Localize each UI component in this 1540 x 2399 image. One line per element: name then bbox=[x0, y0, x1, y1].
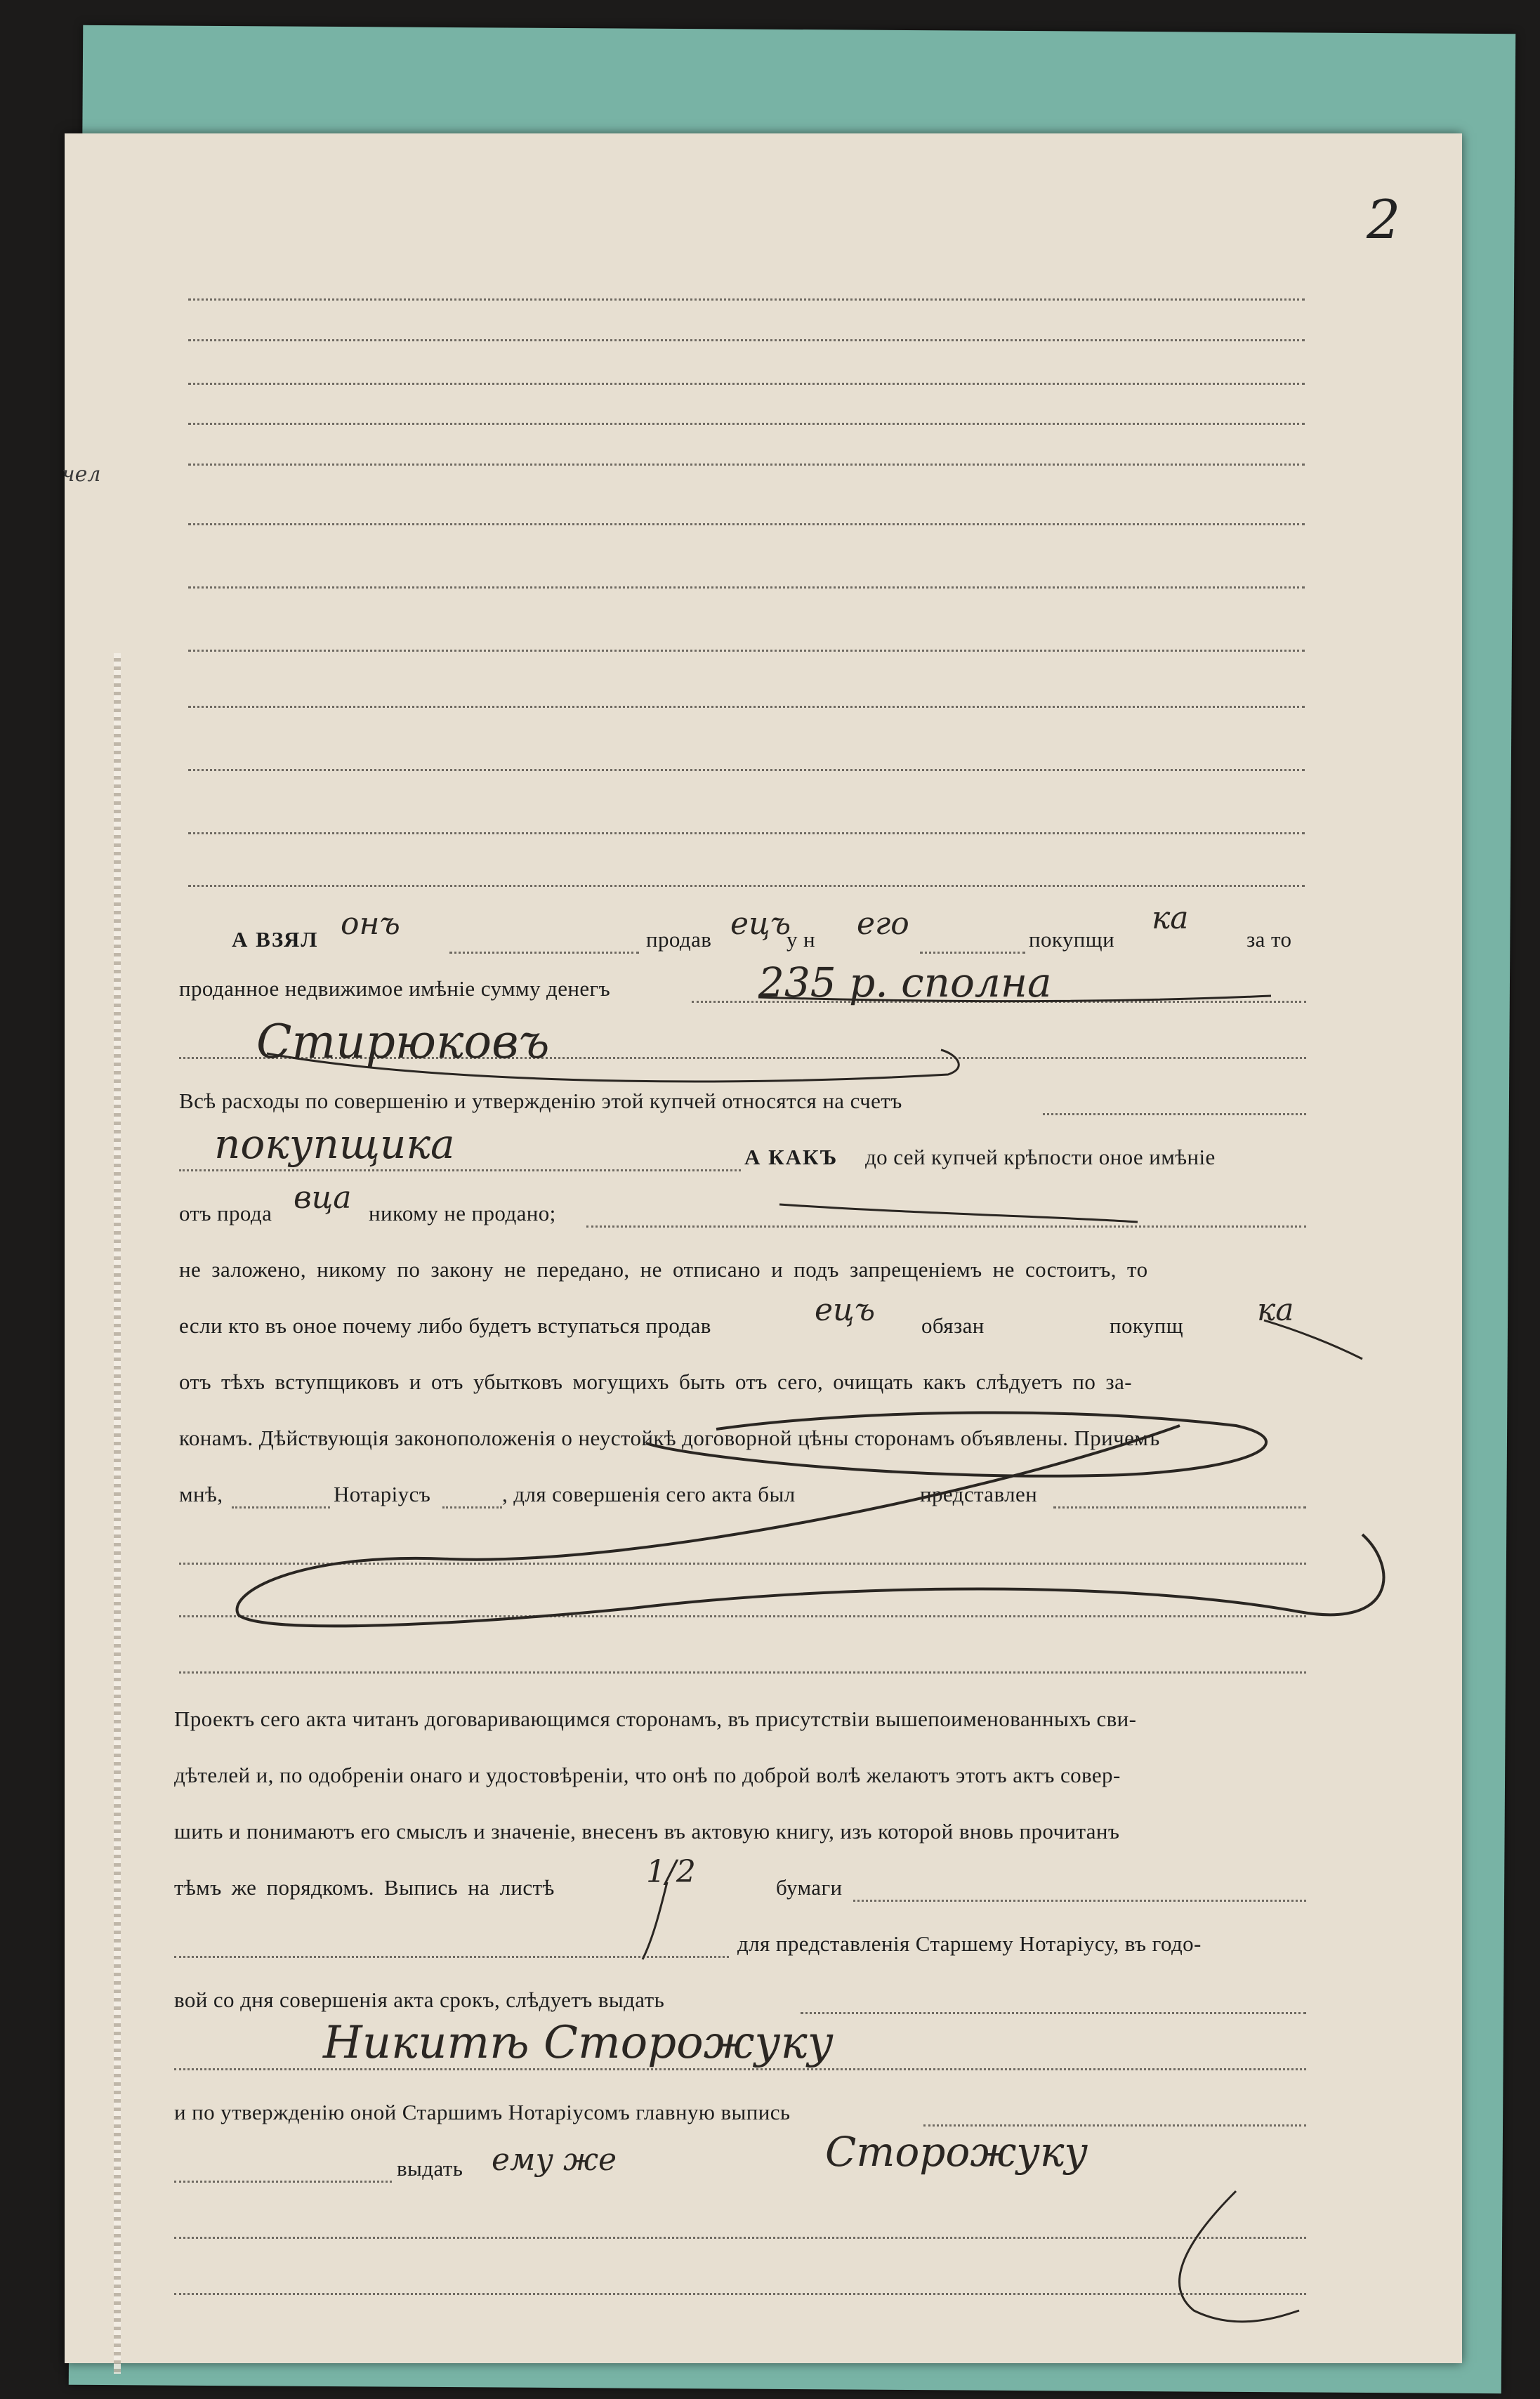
handwritten-pokupsch2: ка bbox=[1257, 1292, 1294, 1328]
handwritten-sum: 235 р. сполна bbox=[758, 959, 1052, 1006]
sum-tail-stroke bbox=[758, 996, 1271, 1001]
cancel-flourish bbox=[237, 1412, 1384, 1626]
handwritten-vydat-a: ему же bbox=[492, 2142, 617, 2178]
text-line-13: шить и понимаютъ его смыслъ и значеніе, внесенъ въ актовую книгу, изъ которой вновь прочитанъ bbox=[174, 1819, 1120, 1843]
handwritten-pokupsch-suffix: ка bbox=[1152, 900, 1189, 936]
text-line-7: если кто въ оное почему либо будетъ вступаться продав bbox=[179, 1313, 711, 1338]
list-hook-stroke bbox=[643, 1882, 667, 1959]
a-kak-text: до сей купчей крѣпости оное имѣніе bbox=[865, 1145, 1216, 1169]
text-line-17: и по утвержденію оной Старшимъ Нотаріусомъ главную выпись bbox=[174, 2100, 791, 2124]
prodano-strike-stroke bbox=[779, 1204, 1138, 1222]
notarius-label: Нотаріусъ bbox=[334, 1482, 431, 1506]
nikomu-label: никому не продано; bbox=[369, 1201, 556, 1225]
margin-note: чел bbox=[62, 462, 101, 487]
handwritten-on: онъ bbox=[341, 906, 400, 942]
za-to-label: за то bbox=[1246, 927, 1292, 952]
vydat-label: выдать bbox=[397, 2156, 463, 2181]
handwritten-prodav2: ецъ bbox=[815, 1292, 876, 1328]
obyazan-label: обязан bbox=[921, 1313, 985, 1338]
pokupsch-label: покупщ bbox=[1110, 1313, 1184, 1338]
text-line-6: не заложено, никому по закону не передано, не отписано и подъ запрещеніемъ не состоитъ, то bbox=[179, 1257, 1148, 1282]
mne-label: мнѣ, bbox=[179, 1482, 223, 1506]
handwritten-recipient: Никитѣ Сторожуку bbox=[323, 2017, 834, 2069]
name-swash-stroke bbox=[267, 1050, 959, 1082]
handwritten-list: 1/2 bbox=[646, 1854, 696, 1890]
handwritten-proda: вца bbox=[294, 1180, 352, 1216]
final-hook-stroke bbox=[1180, 2191, 1299, 2322]
sum-label: проданное недвижимое имѣніе сумму денегъ bbox=[179, 976, 611, 1001]
handwritten-sum-continued: Стирюковъ bbox=[256, 1015, 550, 1069]
pokupsch-tail-stroke bbox=[1264, 1320, 1362, 1359]
a-vzyal-label: А ВЗЯЛ bbox=[232, 927, 319, 952]
text-line-11: Проектъ сего акта читанъ договаривающимся сторонамъ, въ присутствіи вышепоименованныхъ сви- bbox=[174, 1707, 1137, 1731]
page-number: 2 bbox=[1367, 188, 1401, 251]
handwritten-u-n-suffix: его bbox=[857, 906, 909, 942]
act-text: , для совершенія сего акта был bbox=[502, 1482, 796, 1506]
expenses-text: Всѣ расходы по совершенію и утвержденію этой купчей относятся на счетъ bbox=[179, 1089, 902, 1113]
predstavlen-label: представлен bbox=[920, 1482, 1038, 1506]
handwritten-prodav-suffix: ецъ bbox=[730, 906, 791, 942]
bumagi-label: бумаги bbox=[776, 1875, 843, 1900]
handwritten-schet: покупщика bbox=[214, 1120, 455, 1168]
text-line-16: вой со дня совершенія акта срокъ, слѣдуетъ выдать bbox=[174, 1987, 665, 2012]
text-line-9: конамъ. Дѣйствующія законоположенія о неустойкѣ договорной цѣны сторонамъ объявлены. Причемъ bbox=[179, 1426, 1160, 1450]
text-line-15: для представленія Старшему Нотаріусу, въ годо- bbox=[737, 1931, 1202, 1956]
ot-proda-label: отъ прода bbox=[179, 1201, 272, 1225]
a-kak-label: А КАКЪ bbox=[744, 1145, 838, 1169]
text-line-8: отъ тѣхъ вступщиковъ и отъ убытковъ могущихъ быть отъ сего, очищать какъ слѣдуетъ по за- bbox=[179, 1369, 1132, 1394]
u-n-label: у н bbox=[787, 927, 816, 952]
text-line-14: тѣмъ же порядкомъ. Выпись на листѣ bbox=[174, 1875, 555, 1900]
pokupshch-label: покупщи bbox=[1029, 927, 1115, 952]
text-line-12: дѣтелей и, по одобреніи онаго и удостовѣреніи, что онѣ по доброй волѣ желаютъ этотъ актъ совер- bbox=[174, 1763, 1121, 1787]
prodav-label: продав bbox=[646, 927, 712, 952]
handwritten-vydat-b: Сторожуку bbox=[825, 2128, 1088, 2176]
